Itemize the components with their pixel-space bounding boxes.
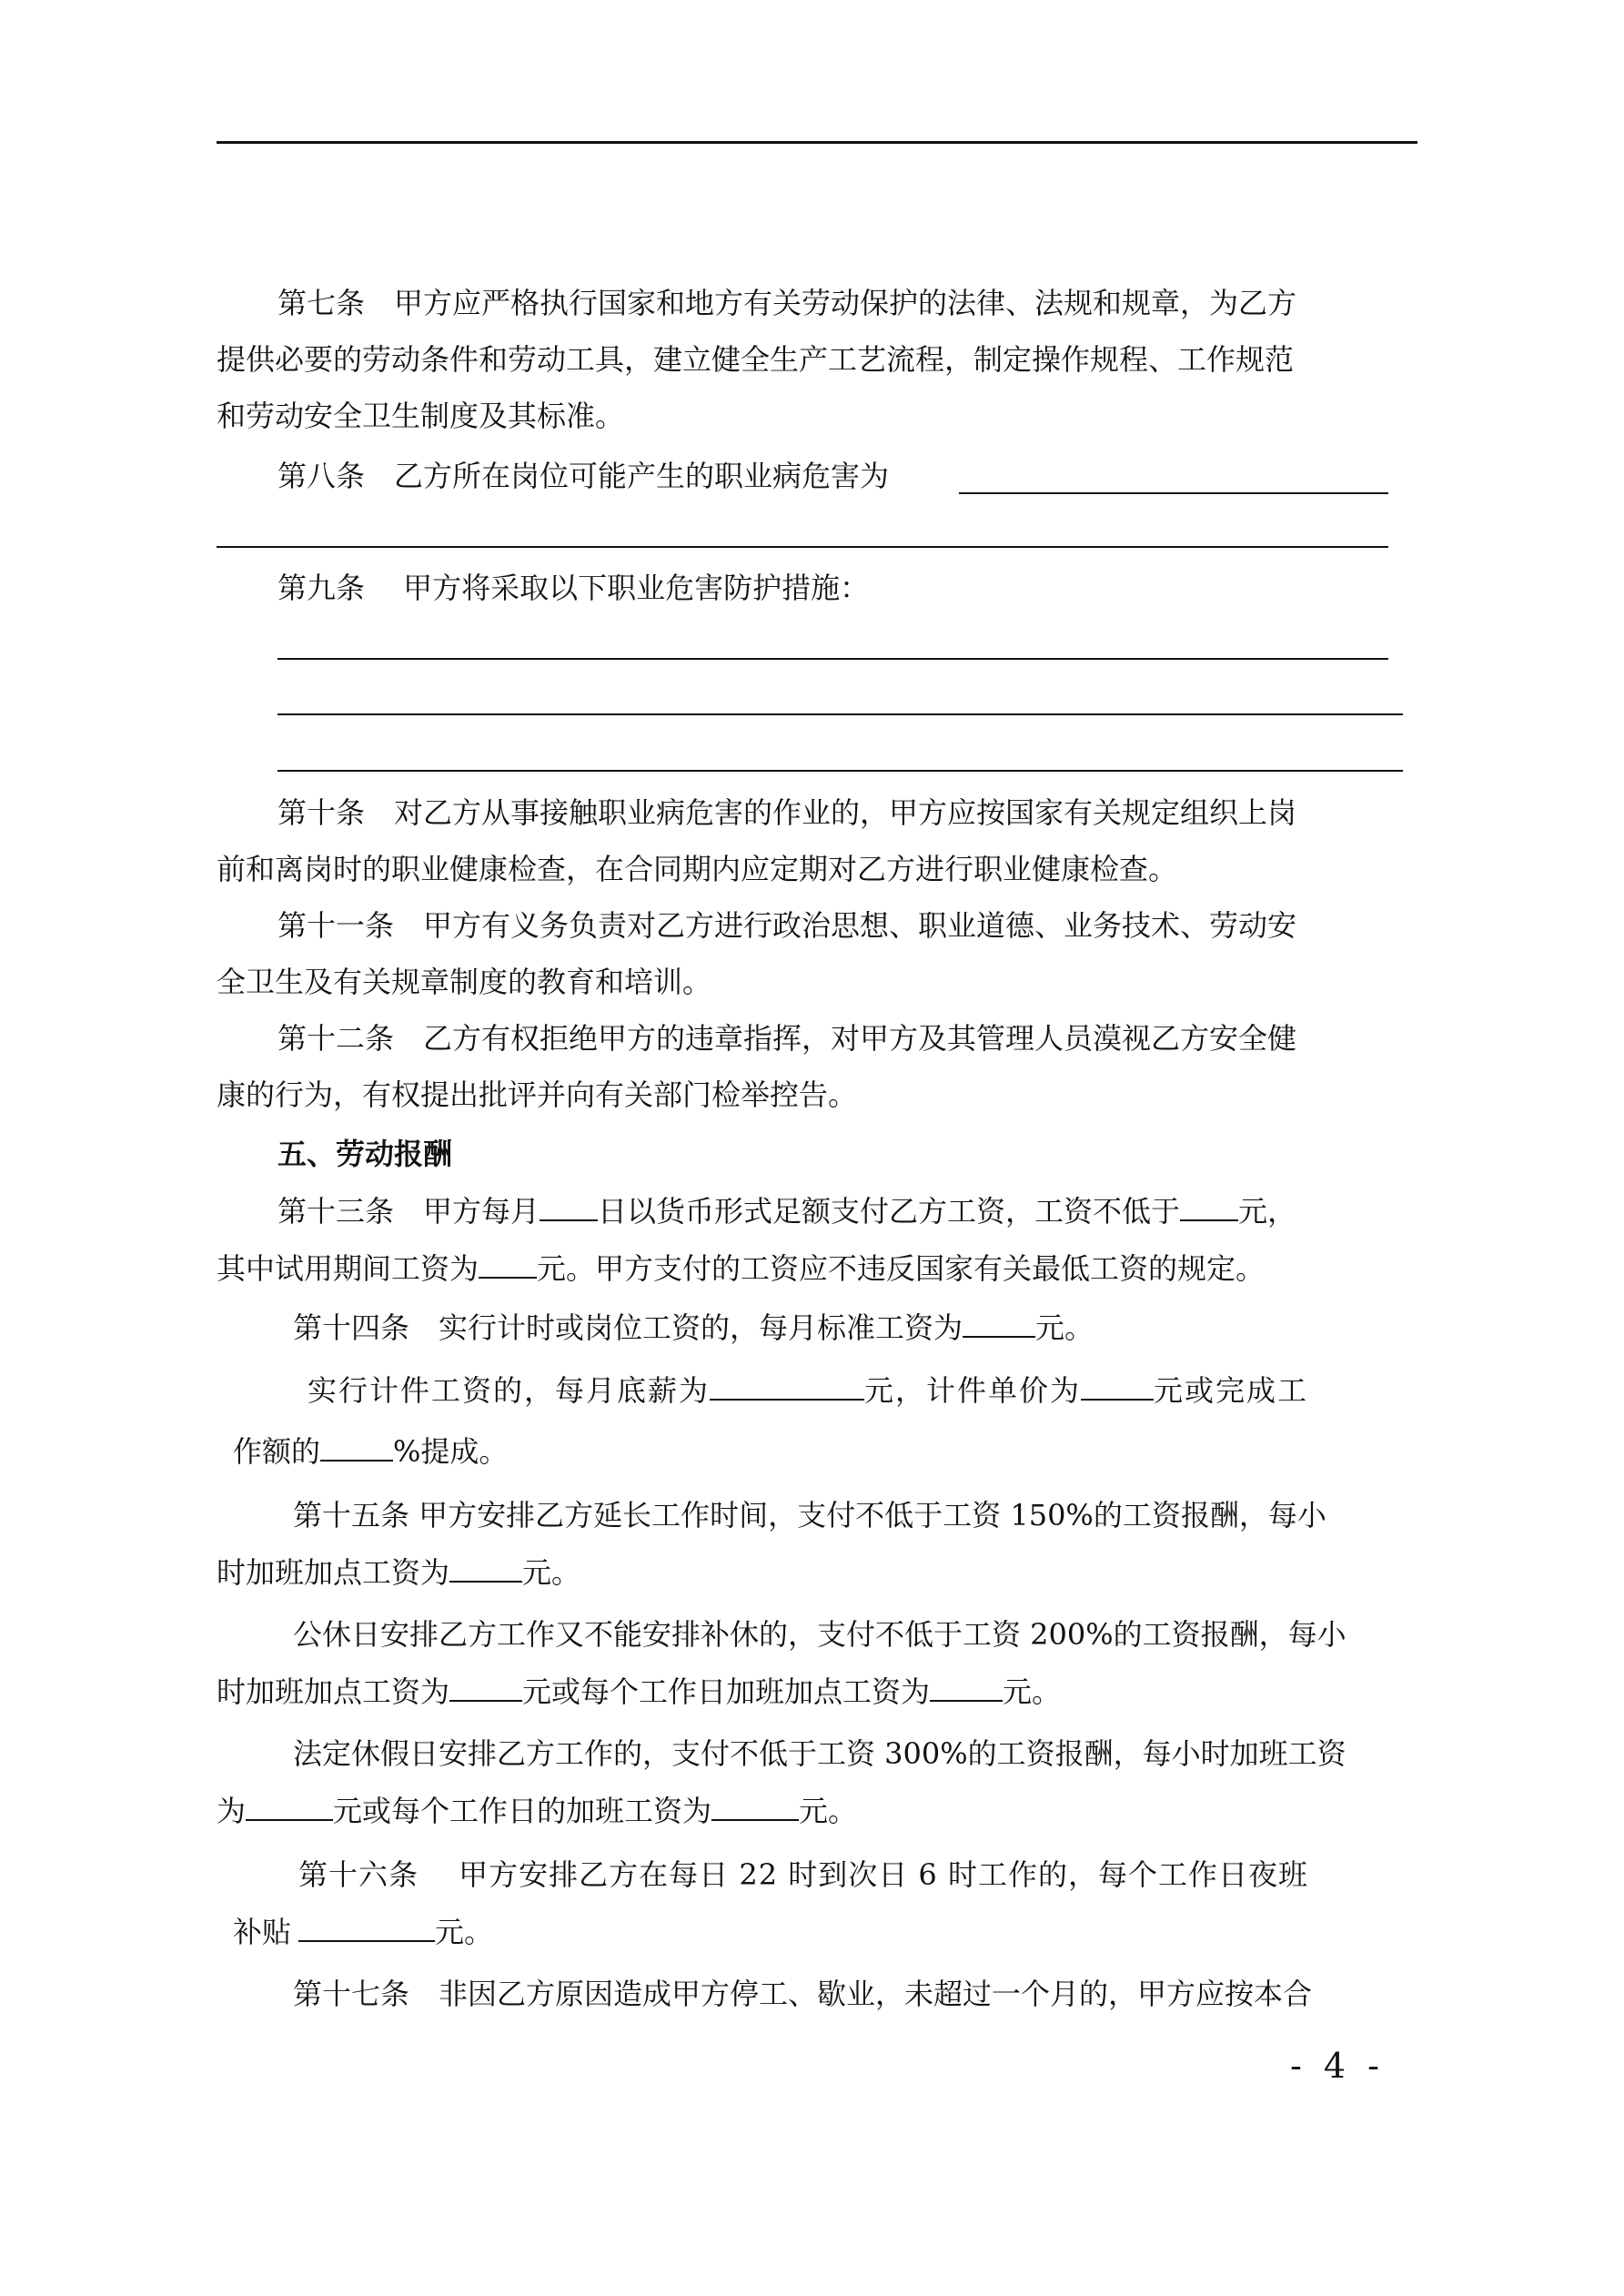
article-11-line-1: 第十一条 甲方有义务负责对乙方进行政治思想、职业道德、业务技术、劳动安 <box>277 908 1297 943</box>
unit-price-blank <box>1081 1371 1154 1401</box>
rest-day-hourly-blank <box>449 1673 522 1702</box>
article-8-blank-line-2 <box>217 546 1388 548</box>
holiday-text-b: 为 <box>217 1794 247 1828</box>
rest-day-text-c: 元或每个工作日加班加点工资为 <box>522 1674 931 1709</box>
rest-day-line-1: 公休日安排乙方工作又不能安排补休的，支付不低于工资 200%的工资报酬，每小 <box>293 1617 1347 1652</box>
piece-rate-text-e: %提成。 <box>393 1434 509 1469</box>
article-13-line-2 <box>217 1240 1265 1297</box>
article-7-line-3: 和劳动安全卫生制度及其标准。 <box>217 399 625 433</box>
article-13-text-c: 元， <box>1238 1194 1297 1229</box>
standard-wage-blank <box>963 1309 1035 1338</box>
article-16-text-b: 补贴 <box>233 1915 292 1949</box>
holiday-text-c: 元或每个工作日的加班工资为 <box>333 1794 712 1828</box>
article-13-line-1 <box>277 1183 1296 1239</box>
article-15-line-2 <box>217 1544 580 1601</box>
piece-rate-text-a: 实行计件工资的，每月底薪为 <box>308 1373 711 1408</box>
page-number: - 4 - <box>1290 2046 1386 2086</box>
article-14 <box>293 1300 1094 1356</box>
article-15-text-b: 时加班加点工资为 <box>217 1555 450 1590</box>
piece-rate-text-d: 作额的 <box>233 1434 321 1469</box>
article-8-blank <box>959 492 1388 494</box>
article-16-text-c: 元。 <box>435 1915 494 1949</box>
rest-day-text-b: 时加班加点工资为 <box>217 1674 450 1709</box>
section-5-heading: 五、劳动报酬 <box>277 1137 453 1171</box>
article-17-line-1: 第十七条 非因乙方原因造成甲方停工、歇业，未超过一个月的，甲方应按本合 <box>293 1977 1313 2011</box>
rest-day-daily-blank <box>930 1673 1003 1702</box>
payday-blank <box>540 1192 598 1221</box>
article-10-line-1: 第十条 对乙方从事接触职业病危害的作业的，甲方应按国家有关规定组织上岗 <box>277 795 1297 830</box>
holiday-line-2 <box>217 1783 857 1839</box>
article-13-text-b: 日以货币形式足额支付乙方工资，工资不低于 <box>598 1194 1181 1229</box>
article-11-line-2: 全卫生及有关规章制度的教育和培训。 <box>217 965 712 999</box>
header-rule <box>217 141 1417 144</box>
holiday-daily-blank <box>711 1792 799 1821</box>
article-9-blank-line-3 <box>277 770 1403 772</box>
probation-wage-blank <box>479 1249 537 1279</box>
piece-rate-line-1 <box>308 1362 1308 1419</box>
article-16-line-2 <box>233 1904 493 1960</box>
article-12-line-2: 康的行为，有权提出批评并向有关部门检举控告。 <box>217 1077 858 1112</box>
base-salary-blank <box>710 1371 864 1401</box>
article-13-text-a: 第十三条 甲方每月 <box>277 1194 540 1229</box>
article-7-line-2: 提供必要的劳动条件和劳动工具，建立健全生产工艺流程，制定操作规程、工作规范 <box>217 342 1295 377</box>
commission-blank <box>320 1432 393 1462</box>
min-wage-blank <box>1180 1192 1238 1221</box>
article-9: 第九条 甲方将采取以下职业危害防护措施： <box>277 571 870 605</box>
rest-day-line-2 <box>217 1664 1061 1720</box>
piece-rate-text-c: 元或完成工 <box>1154 1373 1309 1408</box>
piece-rate-line-2 <box>233 1423 508 1480</box>
article-15-text-c: 元。 <box>522 1555 581 1590</box>
night-allowance-blank <box>298 1913 435 1942</box>
piece-rate-text-b: 元，计件单价为 <box>864 1373 1082 1408</box>
holiday-text-d: 元。 <box>799 1794 858 1828</box>
article-7-line-1: 第七条 甲方应严格执行国家和地方有关劳动保护的法律、法规和规章，为乙方 <box>277 286 1297 320</box>
article-9-blank-line-1 <box>277 658 1388 660</box>
holiday-hourly-blank <box>246 1792 333 1821</box>
article-15-line-1: 第十五条 甲方安排乙方延长工作时间，支付不低于工资 150%的工资报酬，每小 <box>293 1498 1326 1532</box>
holiday-line-1: 法定休假日安排乙方工作的，支付不低于工资 300%的工资报酬，每小时加班工资 <box>293 1736 1347 1771</box>
article-14-text-b: 元。 <box>1035 1310 1094 1345</box>
overtime-hourly-blank <box>449 1553 522 1583</box>
rest-day-text-d: 元。 <box>1003 1674 1062 1709</box>
article-13-text-d: 其中试用期间工资为 <box>217 1251 479 1286</box>
article-8: 第八条 乙方所在岗位可能产生的职业病危害为 <box>277 459 890 493</box>
article-12-line-1: 第十二条 乙方有权拒绝甲方的违章指挥，对甲方及其管理人员漠视乙方安全健 <box>277 1021 1297 1056</box>
article-14-text-a: 第十四条 实行计时或岗位工资的，每月标准工资为 <box>293 1310 963 1345</box>
article-9-blank-line-2 <box>277 713 1403 715</box>
article-10-line-2: 前和离岗时的职业健康检查，在合同期内应定期对乙方进行职业健康检查。 <box>217 852 1178 886</box>
article-16-line-1: 第十六条 甲方安排乙方在每日 22 时到次日 6 时工作的，每个工作日夜班 <box>298 1857 1308 1892</box>
article-13-text-e: 元。甲方支付的工资应不违反国家有关最低工资的规定。 <box>537 1251 1266 1286</box>
